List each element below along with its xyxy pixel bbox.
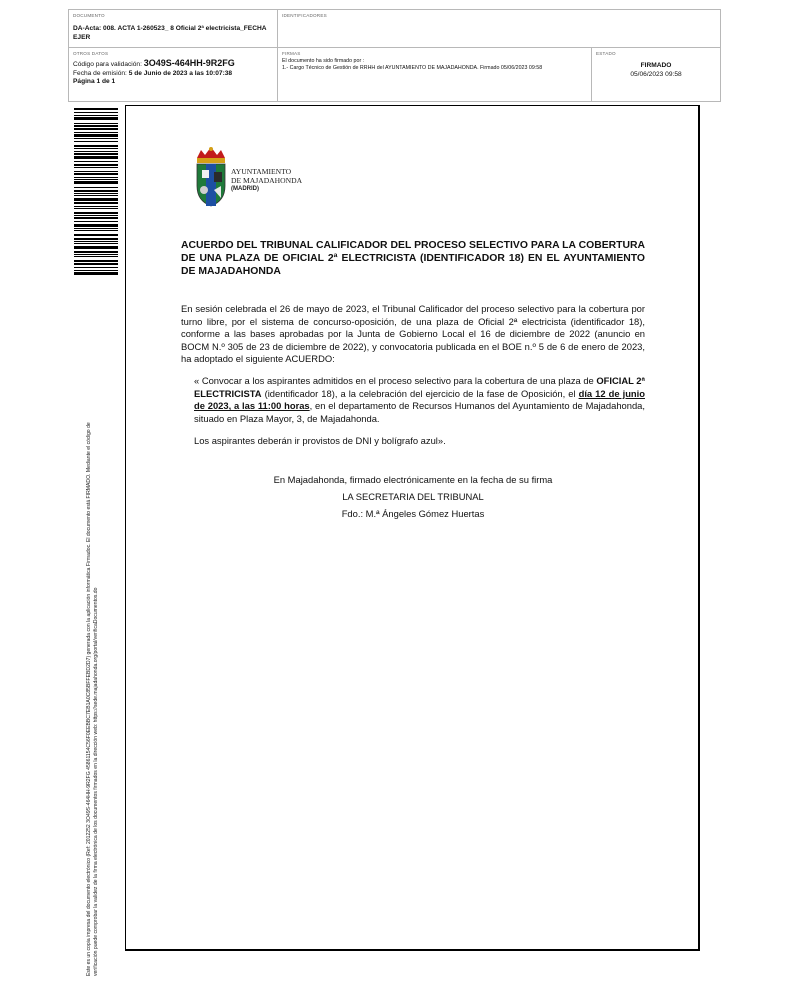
otros-datos-cell	[69, 48, 278, 101]
barcode-bar	[74, 148, 118, 149]
barcode-bar	[74, 173, 118, 175]
identificadores-cell	[278, 10, 720, 48]
validation-code: 3O49S-464HH-9R2FG	[143, 58, 235, 68]
barcode-bar	[74, 246, 118, 249]
barcode-bar	[74, 215, 118, 216]
barcode-bar	[74, 195, 118, 196]
side-line1: Este es un copia impresa del documento electrónico (Ref: 2012252 3O49S-464HH-9R2FG 45861154C56F0EEBBC7EB1A0C85BFFEBD2D7) generada con la aplicación informática Firmadoc. El documento está FIRMADO. Mediante el código de	[86, 422, 92, 976]
barcode-bar	[74, 206, 118, 207]
fecha-label: Fecha de emisión:	[73, 69, 127, 77]
quote-part-c: (identificador 18), a la celebración del ejercicio de la fase de Oposición, el	[261, 387, 576, 399]
org-line2: DE MAJADAHONDA	[231, 176, 303, 185]
documento-value: DA-Acta: 008. ACTA 1-260523_ 8 Oficial 2ª electricista_FECHA EJER	[73, 25, 267, 41]
estado-value: FIRMADO	[640, 62, 672, 69]
barcode-bar	[74, 134, 118, 137]
barcode-bar	[74, 267, 118, 268]
barcode-bar	[74, 125, 118, 127]
estado-cell	[592, 48, 720, 101]
codigo-label: Código para validación:	[73, 61, 142, 68]
barcode-bar	[74, 187, 118, 188]
barcode-bar	[74, 108, 118, 110]
barcode-bar	[74, 190, 118, 192]
barcode-bar	[74, 177, 118, 179]
barcode-bar	[74, 230, 118, 231]
identificadores-label: IDENTIFICADORES	[282, 13, 327, 18]
barcode-bar	[74, 112, 118, 113]
barcode-bar	[74, 221, 118, 222]
firmas-cell	[278, 48, 592, 101]
agreement-paragraph	[194, 375, 645, 425]
estado-label: ESTADO	[596, 51, 616, 56]
barcode-bar	[74, 263, 118, 265]
quote-position: OFICIAL 2ª ELECTRICISTA	[194, 375, 645, 399]
barcode-bar	[74, 228, 118, 229]
signature-block	[181, 471, 645, 522]
org-line1: AYUNTAMIENTO	[231, 167, 292, 176]
barcode-bar	[74, 171, 118, 172]
barcode-bar	[74, 132, 118, 133]
organization-name	[231, 167, 302, 194]
documento-label: DOCUMENTO	[73, 13, 105, 18]
page-count: Página 1 de 1	[73, 78, 116, 85]
barcode-bar	[74, 241, 118, 242]
barcode-bar	[74, 115, 118, 116]
signature-header	[68, 9, 721, 102]
barcode-bar	[74, 128, 118, 130]
org-line3: (MADRID)	[231, 186, 259, 192]
barcode-bar	[74, 161, 118, 162]
sign-name: Fdo.: M.ª Ángeles Gómez Huertas	[341, 508, 485, 519]
barcode-bar	[74, 117, 118, 120]
barcode-bar	[74, 141, 118, 142]
intro-paragraph: En sesión celebrada el 26 de mayo de 2023, el Tribunal Calificador del proceso selectivo para la cobertura por turno libre, por el sistema de concurso-oposición, de una plaza de Oficial 2ª electricista (identificador 18), conforme a las bases aprobadas por la Junta de Gobierno Local el 16 de diciembre de 2022 (anuncio en BOCM N.º 305 de 23 de diciembre de 2022), y convocatoria publicada en el BOE n.º 5 de 6 de enero de 2023, ha adoptado el siguiente ACUERDO:	[181, 303, 645, 365]
sign-role: LA SECRETARIA DEL TRIBUNAL	[342, 491, 484, 502]
barcode-bar	[74, 254, 118, 255]
barcode-bar	[74, 217, 118, 219]
barcode-bar	[74, 212, 118, 214]
barcode-bar	[74, 153, 118, 155]
firmas-label: FIRMAS	[282, 51, 301, 56]
barcode-bar	[74, 270, 118, 271]
estado-date: 05/06/2023 09:58	[630, 70, 682, 78]
fecha-value: 5 de Junio de 2023 a las 10:07:38	[128, 69, 233, 77]
side-line2: verificación puede comprobar la validez de la firma electrónica de los documentos firmados en la dirección web: https://sede.majadahonda.org/portal/verificaDocumentos.do	[93, 587, 99, 976]
barcode-bar	[74, 202, 118, 204]
barcode-bar	[74, 251, 118, 253]
firmas-line2: 1.- Cargo Técnico de Gestión de RRHH del AYUNTAMIENTO DE MAJADAHONDA. Firmado 05/06/2023 09:58	[282, 65, 543, 71]
barcode-bar	[74, 238, 118, 240]
barcode-bar	[74, 179, 118, 180]
barcode-bar	[74, 145, 118, 147]
quote-part-e: , en el departamento de Recursos Humanos del Ayuntamiento de Majadahonda, situado en Plaza Mayor, 3, de Majadahonda.	[194, 400, 645, 424]
barcode-bar	[74, 243, 118, 244]
barcode-bar	[74, 234, 118, 236]
barcode-bar	[74, 123, 118, 124]
firmas-line1: El documento ha sido firmado por :	[282, 58, 365, 64]
barcode-bar	[74, 272, 118, 275]
document-title: ACUERDO DEL TRIBUNAL CALIFICADOR DEL PROCESO SELECTIVO PARA LA COBERTURA DE UNA PLAZA DE OFICIAL 2ª ELECTRICISTA (IDENTIFICADOR 18) EN EL AYUNTAMIENTO DE MAJADAHONDA	[181, 240, 645, 277]
barcode-bar	[74, 151, 118, 152]
requirements-paragraph: Los aspirantes deberán ir provistos de DNI y bolígrafo azul».	[194, 435, 446, 446]
document-page	[125, 105, 700, 951]
barcode-bar	[74, 208, 118, 209]
coat-of-arms-icon	[194, 146, 228, 208]
barcode-bar	[74, 193, 118, 194]
barcode-bar	[74, 256, 118, 257]
barcode-bar	[74, 164, 118, 166]
documento-cell	[69, 10, 278, 48]
barcode-bar	[74, 224, 118, 227]
barcode-bar	[74, 156, 118, 159]
sign-place: En Majadahonda, firmado electrónicamente en la fecha de su firma	[273, 474, 553, 485]
verification-side-text	[86, 296, 100, 976]
barcode-bar	[74, 181, 118, 184]
barcode-bar	[74, 198, 118, 201]
barcode	[74, 108, 118, 278]
barcode-bar	[74, 167, 118, 168]
quote-part-a: « Convocar a los aspirantes admitidos en el proceso selectivo para la cobertura de una plaza de	[194, 375, 594, 386]
otros-label: OTROS DATOS	[73, 51, 109, 56]
barcode-bar	[74, 260, 118, 262]
barcode-bar	[74, 138, 118, 139]
quote-date-time: día 12 de junio de 2023, a las 11:00 horas	[194, 387, 645, 412]
